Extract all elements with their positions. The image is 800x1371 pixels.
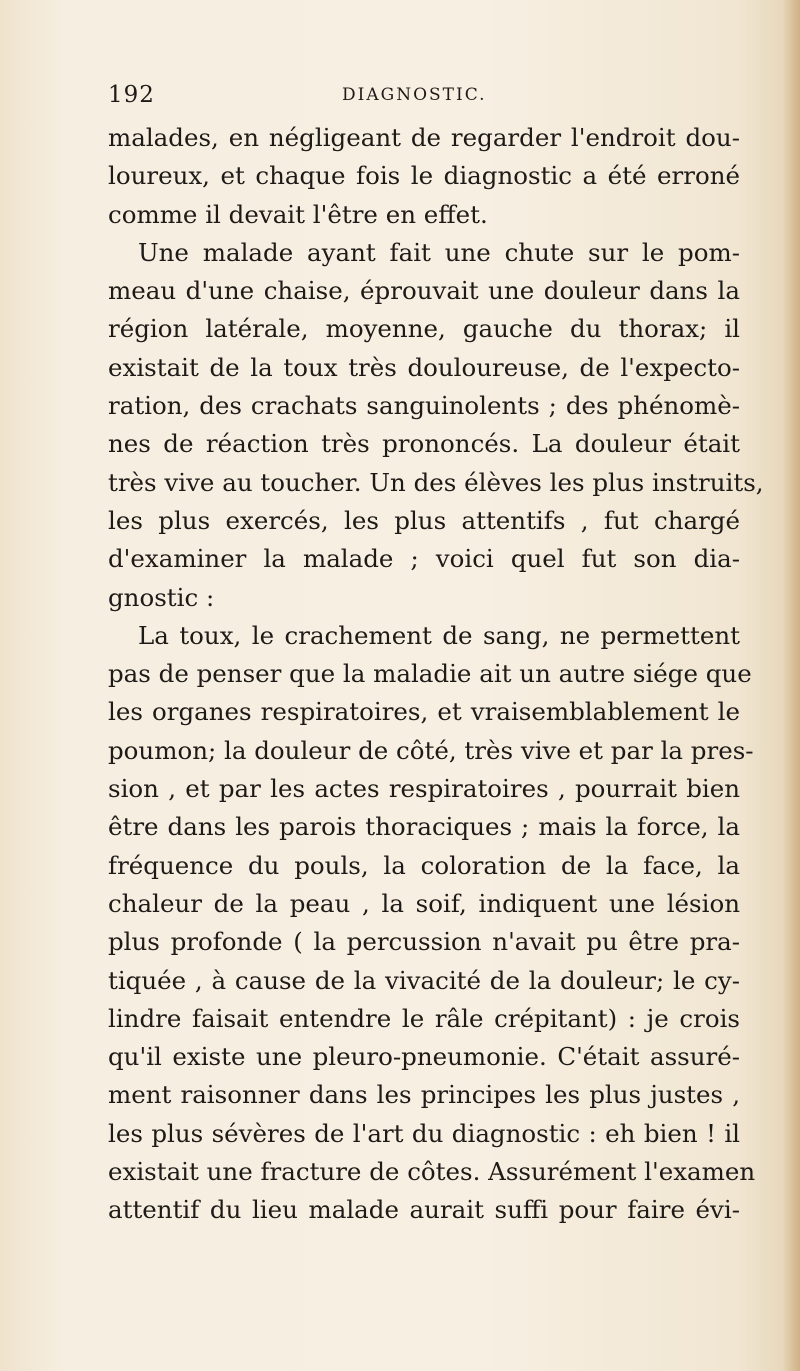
text-line: d'examiner la malade ; voici quel fut son dia- bbox=[108, 544, 740, 574]
text-line: nes de réaction très prononcés. La douleur était bbox=[108, 429, 740, 459]
page-number: 192 bbox=[108, 82, 155, 108]
text-line: ment raisonner dans les principes les plus justes , bbox=[108, 1080, 740, 1110]
body-text bbox=[108, 119, 764, 1230]
text-line: poumon; la douleur de côté, très vive et par la pres- bbox=[108, 735, 754, 765]
text-line: loureux, et chaque fois le diagnostic a été erroné bbox=[108, 161, 740, 191]
page-header bbox=[108, 82, 728, 112]
text-line: lindre faisait entendre le râle crépitant) : je crois bbox=[108, 1003, 740, 1033]
text-line: pas de penser que la maladie ait un autre siége que bbox=[108, 659, 752, 689]
text-line: fréquence du pouls, la coloration de la face, la bbox=[108, 850, 740, 880]
text-line: plus profonde ( la percussion n'avait pu être pra- bbox=[108, 927, 740, 957]
text-line: les plus exercés, les plus attentifs , fut chargé bbox=[108, 505, 740, 535]
text-line: existait une fracture de côtes. Assurément l'examen bbox=[108, 1157, 756, 1187]
text-line: attentif du lieu malade aurait suffi pour faire évi- bbox=[108, 1195, 740, 1225]
text-line: tiquée , à cause de la vivacité de la douleur; le cy- bbox=[108, 965, 740, 995]
text-line: les plus sévères de l'art du diagnostic : eh bien ! il bbox=[108, 1118, 740, 1148]
text-line: qu'il existe une pleuro-pneumonie. C'était assuré- bbox=[108, 1042, 740, 1072]
text-line: existait de la toux très douloureuse, de l'expecto- bbox=[108, 352, 740, 382]
text-line: meau d'une chaise, éprouvait une douleur dans la bbox=[108, 276, 740, 306]
text-line: être dans les parois thoraciques ; mais la force, la bbox=[108, 812, 740, 842]
text-line: malades, en négligeant de regarder l'endroit dou- bbox=[108, 123, 740, 152]
running-head: DIAGNOSTIC. bbox=[342, 85, 487, 105]
text-line: ration, des crachats sanguinolents ; des phénomè- bbox=[108, 391, 740, 421]
text-line: Une malade ayant fait une chute sur le pom- bbox=[138, 237, 740, 267]
text-line: gnostic : bbox=[108, 582, 215, 612]
text-line: région latérale, moyenne, gauche du thorax; il bbox=[108, 314, 740, 344]
text-line: chaleur de la peau , la soif, indiquent une lésion bbox=[108, 888, 740, 918]
page-edge-shadow bbox=[782, 0, 800, 1371]
text-line: sion , et par les actes respiratoires , pourrait bien bbox=[108, 774, 740, 804]
text-line: comme il devait l'être en effet. bbox=[108, 199, 488, 229]
text-line: les organes respiratoires, et vraisemblablement le bbox=[108, 697, 740, 727]
text-line: La toux, le crachement de sang, ne permettent bbox=[138, 620, 740, 650]
text-line: très vive au toucher. Un des élèves les plus instruits, bbox=[108, 467, 764, 497]
